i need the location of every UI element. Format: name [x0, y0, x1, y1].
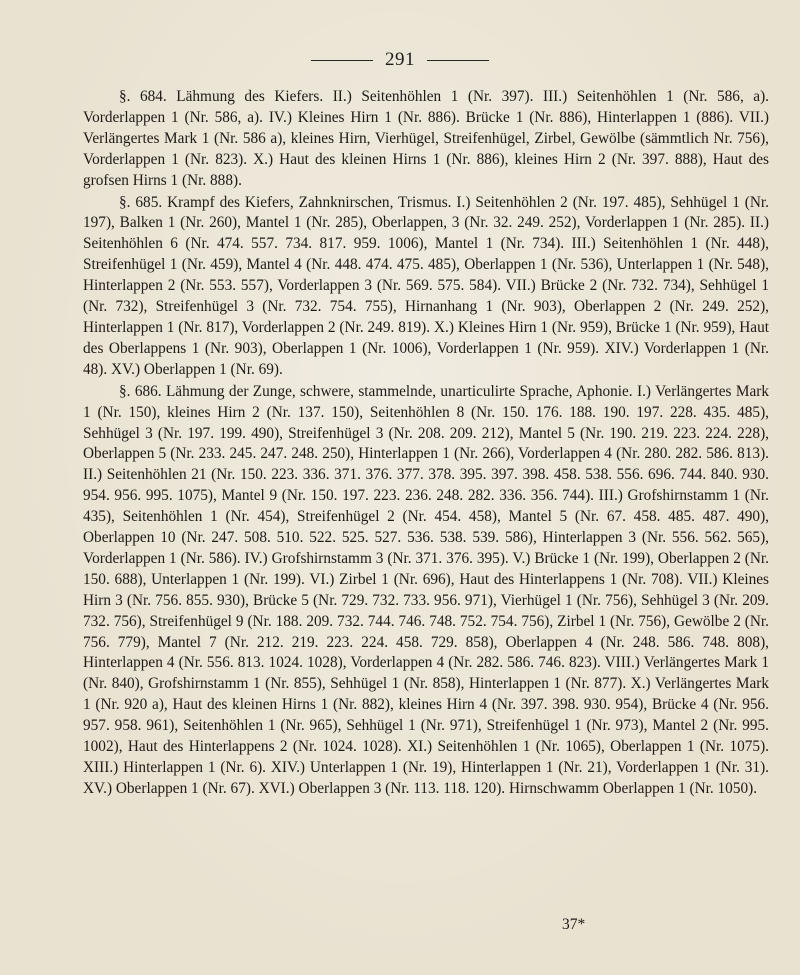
- page-number: 291: [385, 49, 415, 70]
- paragraph-684: §. 684. Lähmung des Kiefers. II.) Seitenhöhlen 1 (Nr. 397). III.) Seitenhöhlen 1 (Nr. 586, a). Vorderlappen 1 (Nr. 586, a). IV.) Kleines Hirn 1 (Nr. 886). Brücke 1 (Nr. 886), Hinterlappen 1 (886). VII.) Verlängertes Mark 1 (Nr. 586 a), kleines Hirn, Vierhügel, Streifenhügel, Zirbel, Gewölbe (sämmtlich Nr. 756), Vorderlappen 1 (Nr. 823). X.) Haut des kleinen Hirns 1 (Nr. 886), kleines Hirn 2 (Nr. 397. 888), Haut des grofsen Hirns 1 (Nr. 888).: [83, 88, 769, 189]
- paragraph-685: §. 685. Krampf des Kiefers, Zahnknirschen, Trismus. I.) Seitenhöhlen 2 (Nr. 197. 485), Sehhügel 1 (Nr. 197), Balken 1 (Nr. 260), Mantel 1 (Nr. 285), Oberlappen, 3 (Nr. 32. 249. 252), Vorderlappen 1 (Nr. 285). II.) Seitenhöhlen 6 (Nr. 474. 557. 734. 817. 959. 1006), Mantel 1 (Nr. 734). III.) Seitenhöhlen 1 (Nr. 448), Streifenhügel 1 (Nr. 459), Mantel 4 (Nr. 448. 474. 475. 485), Oberlappen 1 (Nr. 536), Unterlappen 1 (Nr. 548), Hinterlappen 2 (Nr. 553. 557), Vorderlappen 3 (Nr. 569. 575. 584). VII.) Brücke 2 (Nr. 732. 734), Sehhügel 1 (Nr. 732), Streifenhügel 3 (Nr. 732. 754. 755), Hirnanhang 1 (Nr. 903), Oberlappen 2 (Nr. 249. 252), Hinterlappen 1 (Nr. 817), Vorderlappen 2 (Nr. 249. 819). X.) Kleines Hirn 1 (Nr. 959), Brücke 1 (Nr. 959), Haut des Oberlappens 1 (Nr. 903), Oberlappen 1 (Nr. 1006), Vorderlappen 1 (Nr. 959). XIV.) Vorderlappen 1 (Nr. 48). XV.) Oberlappen 1 (Nr. 69).: [83, 193, 769, 378]
- paragraph-686: §. 686. Lähmung der Zunge, schwere, stammelnde, unarticulirte Sprache, Aphonie. I.) Verlängertes Mark 1 (Nr. 150), kleines Hirn 2 (Nr. 137. 150), Seitenhöhlen 8 (Nr. 150. 176. 188. 190. 197. 228. 435. 485), Sehhügel 3 (Nr. 197. 199. 490), Streifenhügel 3 (Nr. 208. 209. 212), Mantel 5 (Nr. 190. 219. 223. 224. 228), Oberlappen 5 (Nr. 233. 245. 247. 248. 250), Hinterlappen 1 (Nr. 266), Vorderlappen 4 (Nr. 280. 282. 586. 813). II.) Seitenhöhlen 21 (Nr. 150. 223. 336. 371. 376. 377. 378. 395. 397. 398. 458. 538. 556. 696. 744. 840. 930. 954. 956. 995. 1075), Mantel 9 (Nr. 150. 197. 223. 236. 248. 282. 336. 356. 744). III.) Grofshirnstamm 1 (Nr. 435), Seitenhöhlen 1 (Nr. 454), Streifenhügel 2 (Nr. 454. 458), Mantel 5 (Nr. 67. 458. 485. 487. 490), Oberlappen 10 (Nr. 247. 508. 510. 522. 525. 527. 536. 538. 539. 586), Hinterlappen 3 (Nr. 556. 562. 565), Vorderlappen 1 (Nr. 586). IV.) Grofshirnstamm 3 (Nr. 371. 376. 395). V.) Brücke 1 (Nr. 199), Oberlappen 2 (Nr. 150. 688), Unterlappen 1 (Nr. 199). VI.) Zirbel 1 (Nr. 696), Haut des Hinterlappens 1 (Nr. 708). VII.) Kleines Hirn 3 (Nr. 756. 855. 930), Brücke 5 (Nr. 729. 732. 733. 956. 971), Vierhügel 1 (Nr. 756), Sehhügel 3 (Nr. 209. 732. 756), Streifenhügel 9 (Nr. 188. 209. 732. 744. 746. 748. 752. 754. 756), Zirbel 1 (Nr. 756), Gewölbe 2 (Nr. 756. 779), Mantel 7 (Nr. 212. 219. 223. 224. 458. 729. 858), Oberlappen 4 (Nr. 248. 586. 748. 808), Hinterlappen 4 (Nr. 556. 813. 1024. 1028), Vorderlappen 4 (Nr. 282. 586. 746. 823). VIII.) Verlängertes Mark 1 (Nr. 840), Grofshirnstamm 1 (Nr. 855), Sehhügel 1 (Nr. 858), Hinterlappen 1 (Nr. 877). X.) Verlängertes Mark 1 (Nr. 920 a), Haut des kleinen Hirns 1 (Nr. 882), kleines Hirn 4 (Nr. 397. 398. 930. 954), Brücke 4 (Nr. 956. 957. 958. 961), Seitenhöhlen 1 (Nr. 965), Sehhügel 1 (Nr. 971), Streifenhügel 1 (Nr. 973), Mantel 2 (Nr. 995. 1002), Haut des Hinterlappens 2 (Nr. 1024. 1028). XI.) Seitenhöhlen 1 (Nr. 1065), Oberlappen 1 (Nr. 1075). XIII.) Hinterlappen 1 (Nr. 6). XIV.) Unterlappen 1 (Nr. 19), Hinterlappen 1 (Nr. 21), Vorderlappen 1 (Nr. 31). XV.) Oberlappen 1 (Nr. 67). XVI.) Oberlappen 3 (Nr. 113. 118. 120). Hirnschwamm Oberlappen 1 (Nr. 1050).: [83, 382, 769, 797]
- page-header: [0, 46, 800, 74]
- signature-mark: 37*: [562, 916, 586, 933]
- header-rule-right: [427, 60, 489, 61]
- body-text: [83, 87, 769, 801]
- header-rule-left: [311, 60, 373, 61]
